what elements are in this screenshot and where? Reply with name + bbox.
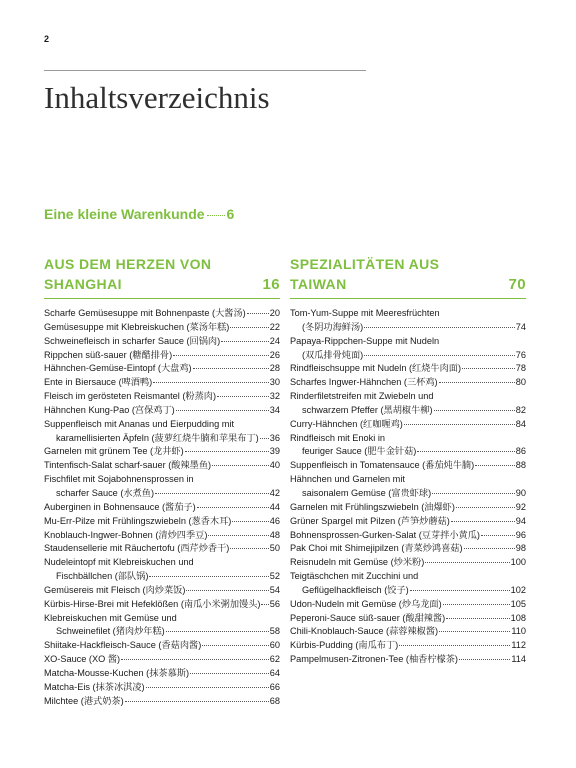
toc-entry-title: Kürbis-Pudding (南瓜布丁) (290, 640, 399, 651)
intro-page: 6 (226, 206, 235, 222)
dot-leader (230, 327, 268, 328)
toc-entry-page: 74 (515, 321, 526, 332)
section-heading-line1: AUS DEM HERZEN VON (44, 256, 212, 272)
toc-entry-page: 100 (510, 557, 526, 568)
toc-entry-page: 114 (511, 654, 526, 665)
dot-leader (125, 701, 269, 702)
toc-entry-title: Curry-Hähnchen (红咖喱鸡) (290, 418, 403, 429)
dot-leader (404, 424, 515, 425)
dot-leader (149, 576, 268, 577)
section-taiwan (290, 254, 526, 667)
toc-entry[interactable] (44, 542, 280, 556)
dot-leader (190, 673, 269, 674)
toc-entry[interactable] (44, 501, 280, 515)
toc-entry-title: Nudeleintopf mit Klebreiskuchen und (44, 557, 194, 568)
toc-entry-title: Fleisch im gerösteten Reismantel (粉蒸肉) (44, 391, 217, 402)
toc-entry-title: karamellisierten Äpfeln (菠萝红烧牛腩和苹果布丁) (56, 432, 259, 443)
dot-leader (221, 341, 269, 342)
dot-leader (456, 507, 515, 508)
dot-leader (212, 465, 269, 466)
toc-entry[interactable] (44, 335, 280, 349)
toc-entry-title: Fischfilet mit Sojabohnensprossen in (44, 474, 194, 485)
section-page: 70 (508, 276, 526, 293)
toc-entry[interactable] (290, 542, 526, 556)
toc-entry-title: Grüner Spargel mit Pilzen (芦笋炒蘑菇) (290, 515, 450, 526)
toc-entry-title: scharfer Sauce (水煮鱼) (56, 487, 155, 498)
toc-entry[interactable] (44, 695, 280, 709)
toc-entry-title: Garnelen mit Frühlingszwiebeln (油爆虾) (290, 501, 455, 512)
toc-entry[interactable] (290, 653, 526, 667)
toc-entry-page: 66 (269, 681, 280, 692)
section-heading-line2: SHANGHAI (44, 276, 122, 292)
toc-entry-title: Papaya-Rippchen-Suppe mit Nudeln (290, 335, 440, 346)
dot-leader (446, 618, 509, 619)
dot-leader (193, 368, 269, 369)
toc-entry-title: Rinderfiletstreifen mit Zwiebeln und (290, 391, 434, 402)
page-number: 2 (44, 34, 50, 44)
dot-leader (462, 368, 515, 369)
toc-entry[interactable] (44, 529, 280, 543)
dot-leader (173, 355, 269, 356)
dot-leader (185, 451, 269, 452)
toc-entry-page: 36 (269, 432, 280, 443)
dot-leader (464, 548, 515, 549)
section-heading[interactable] (44, 254, 280, 299)
toc-entry-page: 80 (515, 377, 526, 388)
toc-entry[interactable] (290, 515, 526, 529)
toc-entry-page: 94 (515, 515, 526, 526)
dot-leader (410, 590, 510, 591)
toc-entry-page: 28 (269, 363, 280, 374)
toc-entry-page: 98 (515, 543, 526, 554)
toc-entry-title: Tintenfisch-Salat scharf-sauer (酸辣墨鱼) (44, 460, 212, 471)
toc-entry-title: Suppenfleisch in Tomatensauce (番茄炖牛腩) (290, 460, 475, 471)
section-shanghai (44, 254, 280, 708)
toc-entry-page: 88 (515, 460, 526, 471)
toc-entry-page: 92 (515, 501, 526, 512)
toc-entry-page: 32 (269, 391, 280, 402)
section-heading-line2: TAIWAN (290, 276, 347, 292)
intro-entry[interactable] (44, 206, 234, 222)
toc-entry-title: Scharfes Ingwer-Hähnchen (三杯鸡) (290, 377, 438, 388)
toc-entry[interactable] (44, 390, 280, 404)
toc-entry[interactable] (290, 418, 526, 432)
toc-entry-title: Chili-Knoblauch-Sauce (蒜蓉辣椒酱) (290, 626, 439, 637)
dot-leader (364, 327, 515, 328)
toc-entry-title: Fischbällchen (部队锅) (56, 571, 149, 582)
toc-entry-page: 102 (510, 584, 526, 595)
dot-leader (432, 493, 515, 494)
toc-entry-title: Suppenfleisch mit Ananas und Eierpudding mit (44, 418, 234, 429)
dot-leader (146, 687, 269, 688)
toc-entry[interactable] (290, 501, 526, 515)
toc-entry-page: 76 (515, 349, 526, 360)
toc-entry[interactable] (290, 639, 526, 653)
toc-entry-page: 90 (515, 487, 526, 498)
toc-entry-page: 78 (515, 363, 526, 374)
dot-leader (399, 645, 510, 646)
toc-entry[interactable] (44, 404, 280, 418)
dot-leader (260, 438, 269, 439)
toc-entry-title: (双瓜排骨炖面) (302, 349, 364, 360)
toc-entry-title: Milchtee (港式奶茶) (44, 695, 124, 706)
dot-leader (230, 548, 268, 549)
dot-leader (153, 382, 269, 383)
dot-leader (439, 382, 515, 383)
toc-entry-title: Reisnudeln mit Gemüse (炒米粉) (290, 557, 425, 568)
toc-entry-page: 96 (515, 529, 526, 540)
toc-entry-page: 52 (269, 571, 280, 582)
toc-entry-title: Hähnchen Kung-Pao (宫保鸡丁) (44, 404, 175, 415)
dot-leader (443, 604, 510, 605)
toc-entry[interactable] (44, 612, 280, 640)
toc-entry[interactable] (44, 515, 280, 529)
toc-entry-title: Auberginen in Bohnensauce (酱茄子) (44, 501, 196, 512)
dot-leader (202, 645, 269, 646)
toc-entry-page: 56 (269, 598, 280, 609)
toc-entry[interactable] (44, 667, 280, 681)
toc-entry[interactable] (44, 584, 280, 598)
dot-leader (481, 535, 515, 536)
toc-entry-title: Klebreiskuchen mit Gemüse und (44, 612, 177, 623)
toc-entry-title: Gemüsesuppe mit Klebreiskuchen (菜汤年糕) (44, 321, 230, 332)
toc-entry[interactable] (290, 335, 526, 363)
toc-entry-title: Kürbis-Hirse-Brei mit Hefeklößen (南瓜小米粥加馒头) (44, 598, 261, 609)
toc-entry[interactable] (44, 681, 280, 695)
toc-entry-title: Matcha-Mousse-Kuchen (抹茶慕斯) (44, 667, 189, 678)
dot-leader (425, 562, 509, 563)
toc-entry[interactable] (290, 432, 526, 460)
dot-leader (155, 493, 269, 494)
toc-entry[interactable] (44, 321, 280, 335)
toc-entry-title: Mu-Err-Pilze mit Frühlingszwiebeln (葱香木耳) (44, 515, 232, 526)
dot-leader (475, 465, 515, 466)
toc-entry-page: 64 (269, 667, 280, 678)
toc-entry-title: feuriger Sauce (肥牛金针菇) (302, 446, 417, 457)
toc-entry-title: Scharfe Gemüsesuppe mit Bohnenpaste (大酱汤) (44, 308, 246, 318)
toc-entry-page: 20 (269, 308, 280, 318)
toc-entry[interactable] (290, 473, 526, 501)
toc-entry-page: 112 (511, 640, 526, 651)
dot-leader (208, 535, 268, 536)
toc-entry-title: Schweinefleisch in scharfer Sauce (回锅肉) (44, 335, 221, 346)
toc-entry-title: Garnelen mit grünem Tee (龙井虾) (44, 446, 184, 457)
dot-leader (451, 521, 515, 522)
toc-entry-title: XO-Sauce (XO 酱) (44, 654, 121, 665)
toc-entry[interactable] (44, 362, 280, 376)
toc-entry-title: Hähnchen und Garnelen mit (290, 474, 405, 485)
intro-leader (207, 215, 225, 216)
toc-entry[interactable] (290, 625, 526, 639)
toc-entry-page: 82 (515, 404, 526, 415)
dot-leader (439, 631, 510, 632)
toc-entry-page: 26 (269, 349, 280, 360)
page-title: Inhaltsverzeichnis (44, 80, 270, 115)
toc-entry-page: 50 (269, 543, 280, 554)
toc-entry-title: Udon-Nudeln mit Gemüse (炒乌龙面) (290, 598, 442, 609)
toc-entry-title: Rippchen süß-sauer (糖醋排骨) (44, 349, 173, 360)
toc-entry-page: 54 (269, 584, 280, 595)
dot-leader (434, 410, 515, 411)
dot-leader (247, 313, 269, 314)
section-heading[interactable] (290, 254, 526, 299)
dot-leader (459, 659, 510, 660)
toc-entry-title: Teigtäschchen mit Zucchini und (290, 571, 419, 582)
toc-entry[interactable] (290, 612, 526, 626)
toc-entry-page: 30 (269, 377, 280, 388)
section-heading-line1: SPEZIALITÄTEN AUS (290, 256, 440, 272)
toc-entry-page: 86 (515, 446, 526, 457)
toc-entry[interactable] (44, 445, 280, 459)
section-page: 16 (262, 276, 280, 293)
toc-entry-page: 39 (269, 446, 280, 457)
toc-entry-page: 68 (269, 695, 280, 706)
dot-leader (417, 451, 514, 452)
toc-entry-page: 22 (269, 321, 280, 332)
toc-entry[interactable] (44, 459, 280, 473)
toc-entry-title: Peperoni-Sauce süß-sauer (酸甜辣酱) (290, 612, 446, 623)
toc-entry[interactable] (290, 376, 526, 390)
toc-entry-page: 44 (269, 501, 280, 512)
toc-entry-page: 40 (269, 460, 280, 471)
toc-entry-page: 34 (269, 404, 280, 415)
toc-entry-page: 24 (269, 335, 280, 346)
dot-leader (261, 604, 268, 605)
entry-list (44, 307, 280, 708)
toc-entry[interactable] (290, 570, 526, 598)
toc-entry-title: Schweinefilet (猪肉炒年糕) (56, 626, 165, 637)
toc-entry[interactable] (44, 556, 280, 584)
toc-entry-title: Geflügelhackfleisch (饺子) (302, 584, 409, 595)
toc-entry-title: Gemüsereis mit Fleisch (肉炒菜饭) (44, 584, 186, 595)
toc-entry[interactable] (44, 418, 280, 446)
toc-entry[interactable] (44, 349, 280, 363)
toc-entry[interactable] (290, 529, 526, 543)
toc-entry-page: 46 (269, 515, 280, 526)
toc-entry-title: Knoblauch-Ingwer-Bohnen (清炒四季豆) (44, 529, 208, 540)
toc-entry-title: Hähnchen-Gemüse-Eintopf (大盘鸡) (44, 363, 192, 374)
toc-entry-page: 84 (515, 418, 526, 429)
toc-entry-title: Bohnensprossen-Gurken-Salat (豆芽拌小黄瓜) (290, 529, 480, 540)
toc-entry-page: 105 (510, 598, 526, 609)
toc-entry-title: Pampelmusen-Zitronen-Tee (柚香柠檬茶) (290, 654, 458, 665)
toc-entry[interactable] (290, 459, 526, 473)
toc-entry-title: Tom-Yum-Suppe mit Meeresfrüchten (290, 308, 440, 318)
toc-entry-title: Ente in Biersauce (啤酒鸭) (44, 377, 153, 388)
toc-entry-page: 58 (269, 626, 280, 637)
toc-entry[interactable] (44, 639, 280, 653)
toc-entry[interactable] (44, 598, 280, 612)
toc-entry-title: (冬阴功海鲜汤) (302, 321, 364, 332)
toc-entry[interactable] (290, 307, 526, 335)
toc-entry-page: 60 (269, 640, 280, 651)
toc-entry-title: Staudensellerie mit Räuchertofu (西芹炒香干) (44, 543, 230, 554)
dot-leader (176, 410, 269, 411)
toc-entry[interactable] (44, 653, 280, 667)
toc-entry-page: 42 (269, 487, 280, 498)
entry-list (290, 307, 526, 667)
toc-entry[interactable] (290, 598, 526, 612)
toc-entry-page: 108 (510, 612, 526, 623)
intro-label: Eine kleine Warenkunde (44, 206, 205, 222)
dot-leader (186, 590, 268, 591)
toc-entry[interactable] (44, 307, 280, 321)
toc-entry[interactable] (290, 362, 526, 376)
toc-entry[interactable] (290, 390, 526, 418)
dot-leader (121, 659, 269, 660)
toc-entry-title: Rindfleisch mit Enoki in (290, 432, 385, 443)
toc-entry[interactable] (290, 556, 526, 570)
dot-leader (364, 355, 515, 356)
toc-entry-title: schwarzem Pfeffer (黑胡椒牛柳) (302, 404, 433, 415)
dot-leader (197, 507, 269, 508)
toc-entry-page: 62 (269, 654, 280, 665)
toc-entry-title: Pak Choi mit Shimejipilzen (青菜炒鸿喜菇) (290, 543, 463, 554)
dot-leader (217, 396, 269, 397)
toc-entry-title: saisonalem Gemüse (富贵虾球) (302, 487, 432, 498)
toc-entry-title: Shiitake-Hackfleisch-Sauce (香菇肉酱) (44, 640, 202, 651)
toc-entry[interactable] (44, 376, 280, 390)
dot-leader (166, 631, 269, 632)
toc-entry-title: Matcha-Eis (抹茶冰淇凌) (44, 681, 145, 692)
toc-entry-page: 110 (511, 626, 526, 637)
toc-entry-title: Rindfleischsuppe mit Nudeln (红烧牛肉面) (290, 363, 462, 374)
toc-entry-page: 48 (269, 529, 280, 540)
toc-entry[interactable] (44, 473, 280, 501)
dot-leader (232, 521, 268, 522)
top-divider (44, 70, 366, 71)
